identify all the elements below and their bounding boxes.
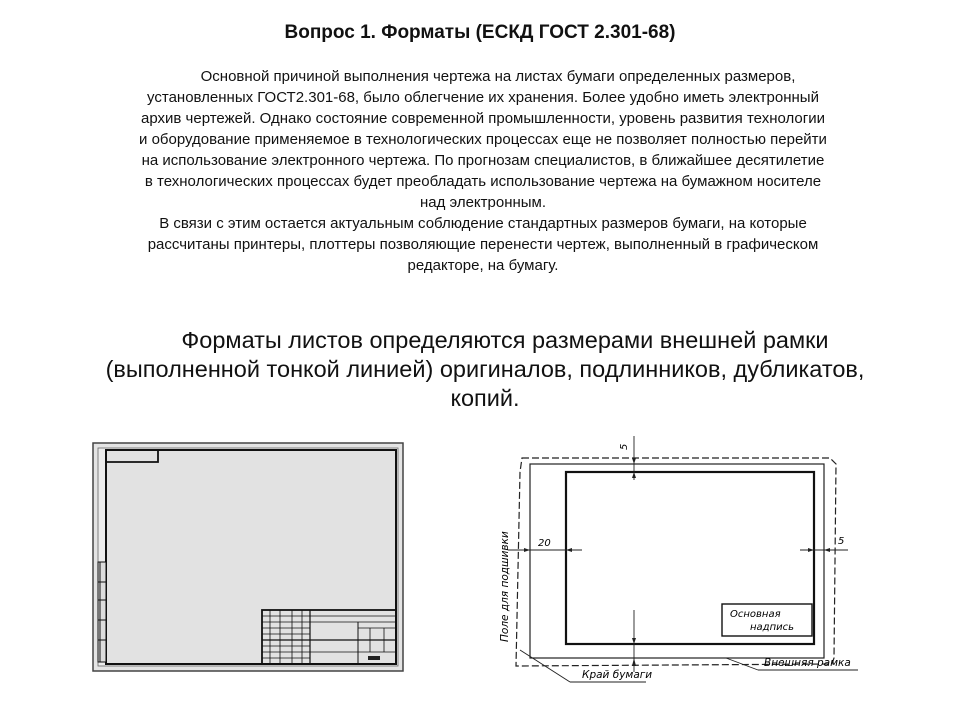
intro-line: в технологических процессах будет преобладать использование чертежа на бумажном носителе xyxy=(144,173,822,190)
intro-line: и оборудование применяемое в технологических процессах еще не позволяет полностью перейти xyxy=(139,131,827,148)
title-block-label-2: надпись xyxy=(750,622,795,633)
statement-line: копий. xyxy=(450,385,520,411)
dim-top-label: 5 xyxy=(619,443,630,450)
intro-line: рассчитаны принтеры, плоттеры позволяющие перенести чертеж, выполненный в графическом xyxy=(147,236,819,253)
intro-line: архив чертежей. Однако состояние современной промышленности, уровень развития технологии xyxy=(141,110,825,127)
dim-right-label: 5 xyxy=(838,536,845,547)
intro-paragraph xyxy=(48,66,918,276)
intro-line: на использование электронного чертежа. По прогнозам специалистов, в ближайшее десятилетие xyxy=(141,152,825,169)
outer-frame-label: Внешняя рамка xyxy=(764,657,851,669)
dim-left-label: 20 xyxy=(538,538,551,549)
page-title: Вопрос 1. Форматы (ЕСКД ГОСТ 2.301-68) xyxy=(284,22,676,43)
statement-line: (выполненной тонкой линией) оригиналов, подлинников, дубликатов, xyxy=(105,356,865,382)
format-statement xyxy=(40,326,930,413)
statement-line: Форматы листов определяются размерами внешней рамки xyxy=(181,327,829,353)
drawing-sheet-figure xyxy=(92,442,404,672)
intro-line: Основной причиной выполнения чертежа на листах бумаги определенных размеров, xyxy=(200,68,796,85)
intro-line: над электронным. xyxy=(419,194,547,211)
intro-line: установленных ГОСТ2.301-68, было облегчение их хранения. Более удобно иметь электронный xyxy=(147,89,819,106)
intro-line: В связи с этим остается актуальным соблюдение стандартных размеров бумаги, на которые xyxy=(159,215,807,232)
title-block-label-1: Основная xyxy=(730,609,781,620)
frame-dimensions-figure xyxy=(486,432,866,710)
binding-field-label: Поле для подшивки xyxy=(499,531,511,642)
paper-edge-label: Край бумаги xyxy=(582,669,653,681)
intro-line: редакторе, на бумагу. xyxy=(407,257,559,274)
